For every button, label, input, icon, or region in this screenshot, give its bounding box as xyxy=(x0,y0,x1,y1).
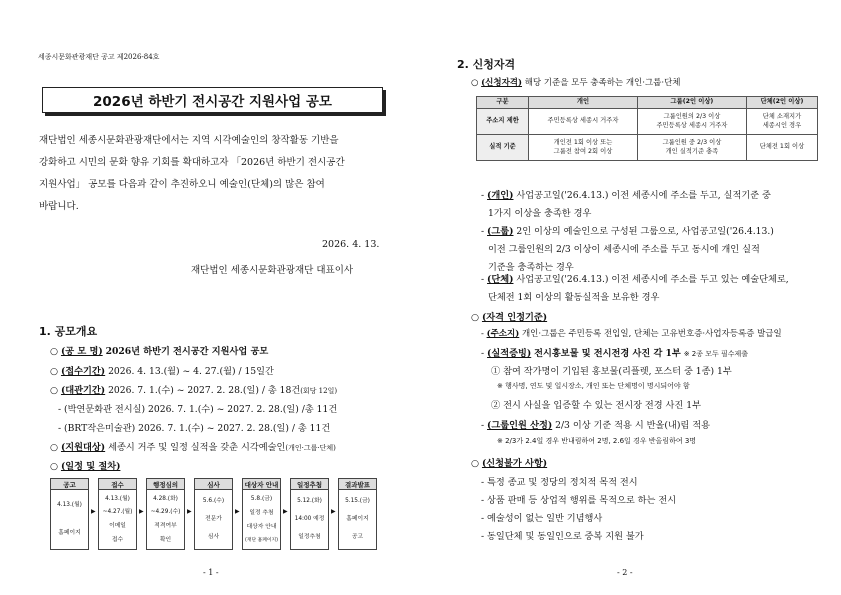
notice-signer: 재단법인 세종시문화관광재단 대표이사 xyxy=(191,265,354,276)
arrow-right-icon: ▶ xyxy=(283,508,288,515)
flow-step-text: 홈페이지 xyxy=(346,516,369,523)
table-cell: 단체전 1회 이상 xyxy=(746,135,817,161)
flow-step-head: 공고 xyxy=(50,478,89,490)
section-1-title: 1. 공모개요 xyxy=(39,325,98,338)
overview-target-value: 세종시 거주 및 일정 실적을 갖춘 시각예술인 xyxy=(108,442,286,453)
table-row xyxy=(477,135,818,161)
overview-target-label: (지원대상) xyxy=(60,442,106,453)
arrow-right-icon: ▶ xyxy=(139,508,144,515)
circle-bullet-icon: ○ xyxy=(471,312,480,323)
overview-target-note: (개인·그룹·단체) xyxy=(285,444,336,452)
flow-step-text: 홈페이지 xyxy=(58,529,81,536)
flow-step-text: ~4.27.(월) xyxy=(102,509,133,516)
flow-step-text: 4.13.(월) xyxy=(57,502,82,509)
flow-step-text: 공고 xyxy=(351,534,364,541)
eligibility-value: 해당 기준을 모두 충족하는 개인·그룹·단체 xyxy=(524,78,681,88)
flow-step-text: 접수 xyxy=(111,536,124,543)
flow-step xyxy=(338,478,377,550)
flow-step-head: 대상자 안내 xyxy=(242,478,281,490)
overview-period xyxy=(50,363,274,377)
criteria-organization: - (단체) 사업공고일('26.4.13.) 이전 세종시에 주소를 두고 있는 예술단체로, xyxy=(481,274,789,285)
verify-title xyxy=(471,309,547,323)
exclusion-item: - 상품 판매 등 상업적 행위를 목적으로 하는 전시 xyxy=(481,495,677,506)
flow-step-text: 5.12.(화) xyxy=(297,497,322,504)
criteria-text: 사업공고일('26.4.13.) 이전 세종시에 주소를 두고, 실적기준 중 xyxy=(516,190,771,201)
flow-step xyxy=(290,478,329,550)
overview-name xyxy=(50,343,268,357)
flow-step-head: 일정추첨 xyxy=(290,478,329,490)
flow-step-body xyxy=(242,490,281,550)
intro-paragraph xyxy=(39,130,389,218)
overview-period-value: 2026. 4. 13.(월) ~ 4. 27.(월) / 15일간 xyxy=(108,366,274,377)
overview-venue-2: - (BRT작은미술관) 2026. 7. 1.(수) ~ 2027. 2. 28.(일) / 총 11건 xyxy=(58,423,331,434)
table-cell: 그룹인원의 2/3 이상 주민등록상 세종시 거주자 xyxy=(637,109,746,135)
criteria-text: 이전 그룹인원의 2/3 이상이 세종시에 주소를 두고 동시에 개인 실적 xyxy=(488,244,760,255)
table-header: 구분 xyxy=(477,97,529,109)
verify-group-value: 2/3 이상 기준 적용 시 반올(내)림 적용 xyxy=(555,420,710,431)
page-number: - 2 - xyxy=(617,568,633,577)
verify-proof-item-1: ① 참여 작가명이 기입된 홍보물(리플렛, 포스터 중 1종) 1부 xyxy=(491,366,732,377)
verify-address-label: (주소지) xyxy=(486,329,520,339)
flow-step-text: 5.15.(금) xyxy=(345,497,370,504)
verify-proof-note-1: ※ 행사명, 연도 및 일시장소, 개인 또는 단체명이 명시되어야 함 xyxy=(497,382,690,390)
intro-line: 재단법인 세종시문화관광재단에서는 지역 시각예술인의 창작활동 기반을 xyxy=(39,135,339,146)
circle-bullet-icon: ○ xyxy=(50,385,59,396)
intro-line: 지원사업」 공모를 다음과 같이 추진하오니 예술인(단체)의 많은 참여 xyxy=(39,179,325,190)
criteria-text: 단체전 1회 이상의 활동실적을 보유한 경우 xyxy=(488,292,660,303)
flow-step-text: (재단 홈페이지) xyxy=(244,537,279,543)
intro-line: 바랍니다. xyxy=(39,201,79,212)
table-cell: 주소지 제한 xyxy=(477,109,529,135)
flow-step-text: 4.13.(월) xyxy=(105,495,130,502)
overview-period-label: (접수기간) xyxy=(60,366,106,377)
flow-step-text: 심사 xyxy=(207,534,220,541)
overview-rental-value: 2026. 7. 1.(수) ~ 2027. 2. 28.(일) / 총 18건 xyxy=(108,385,301,396)
document-title: 2026년 하반기 전시공간 지원사업 공모 xyxy=(42,87,383,113)
arrow-right-icon: ▶ xyxy=(235,508,240,515)
page-number: - 1 - xyxy=(203,568,219,577)
criteria-label: (그룹) xyxy=(487,226,514,237)
exclusion-item: - 예술성이 없는 일반 기념행사 xyxy=(481,513,603,524)
flow-step-head: 행정심의 xyxy=(146,478,185,490)
eligibility-label: (신청자격) xyxy=(481,78,523,88)
notice-date: 2026. 4. 13. xyxy=(322,239,380,250)
flow-step-head: 접수 xyxy=(98,478,137,490)
flow-step-body xyxy=(50,490,89,550)
verify-group: - (그룹인원 산정) 2/3 이상 기준 적용 시 반올(내)림 적용 xyxy=(481,420,710,431)
verify-proof: - (실적증빙) 전시홍보물 및 전시전경 사진 각 1부 ※ 2종 모두 필수제출 xyxy=(481,348,749,359)
eligibility-line xyxy=(471,76,681,88)
flow-step-body xyxy=(146,490,185,550)
overview-name-value: 2026년 하반기 전시공간 지원사업 공모 xyxy=(105,346,269,357)
flow-step xyxy=(194,478,233,550)
exclusion-item: - 특정 종교 및 정당의 정치적 목적 전시 xyxy=(481,477,638,488)
flow-step-text: 일정 추첨 xyxy=(249,509,274,516)
exclusion-title xyxy=(471,455,547,469)
page-2 xyxy=(421,0,841,595)
criteria-group: - (그룹) 2인 이상의 예술인으로 구성된 그룹으로, 사업공고일('26.4.13.) xyxy=(481,226,774,237)
circle-bullet-icon: ○ xyxy=(471,458,480,469)
criteria-text: 2인 이상의 예술인으로 구성된 그룹으로, 사업공고일('26.4.13.) xyxy=(516,226,774,237)
overview-schedule xyxy=(50,458,120,472)
verify-group-note: ※ 2/3가 2.4일 경우 반내림하여 2명, 2.6일 경우 반올림하여 3명 xyxy=(497,437,697,445)
flow-step-head: 결과발표 xyxy=(338,478,377,490)
table-cell: 개인전 1회 이상 또는 그룹전 참여 2회 이상 xyxy=(529,135,638,161)
flow-step-body xyxy=(338,490,377,550)
flow-step-text: 전문가 xyxy=(205,516,222,523)
criteria-individual: - (개인) 사업공고일('26.4.13.) 이전 세종시에 주소를 두고, 실적기준 중 xyxy=(481,190,771,201)
exclusion-title-label: (신청불가 사항) xyxy=(481,458,548,469)
circle-bullet-icon: ○ xyxy=(50,366,59,377)
schedule-flow xyxy=(50,478,382,550)
circle-bullet-icon: ○ xyxy=(471,78,479,88)
table-cell: 단체 소재지가 세종시인 경우 xyxy=(746,109,817,135)
circle-bullet-icon: ○ xyxy=(50,461,59,472)
flow-step-text: 5.6.(수) xyxy=(202,497,225,504)
verify-address: - (주소지) 개인·그룹은 주민등록 전입일, 단체는 고유번호증·사업자등록증 발급일 xyxy=(481,329,782,339)
arrow-right-icon: ▶ xyxy=(331,508,336,515)
table-header: 개인 xyxy=(529,97,638,109)
overview-rental xyxy=(50,382,337,396)
overview-schedule-label: (일정 및 절차) xyxy=(60,461,121,472)
eligibility-table xyxy=(476,96,818,161)
table-cell: 실적 기준 xyxy=(477,135,529,161)
flow-step-head: 심사 xyxy=(194,478,233,490)
criteria-text: 사업공고일('26.4.13.) 이전 세종시에 주소를 두고 있는 예술단체로, xyxy=(516,274,789,285)
criteria-label: (단체) xyxy=(487,274,514,285)
flow-step-text: 대상자 안내 xyxy=(246,523,277,530)
flow-step-text: 이메일 xyxy=(109,523,126,530)
overview-rental-note: (회당 12일) xyxy=(300,387,338,395)
table-cell: 주민등록상 세종시 거주자 xyxy=(529,109,638,135)
flow-step xyxy=(146,478,185,550)
flow-step-text: 4.28.(화) xyxy=(153,495,178,502)
flow-step xyxy=(98,478,137,550)
criteria-label: (개인) xyxy=(487,190,514,201)
verify-title-label: (자격 인정기준) xyxy=(481,312,548,323)
criteria-text: 1가지 이상을 충족한 경우 xyxy=(488,208,592,219)
arrow-right-icon: ▶ xyxy=(187,508,192,515)
overview-venue-1: - (박연문화관 전시실) 2026. 7. 1.(수) ~ 2027. 2. 28.(일) /총 11건 xyxy=(58,404,338,415)
table-row xyxy=(477,109,818,135)
flow-step-text: 확인 xyxy=(159,536,172,543)
circle-bullet-icon: ○ xyxy=(50,346,59,357)
flow-step-body xyxy=(290,490,329,550)
criteria-text: 기준을 충족하는 경우 xyxy=(488,262,574,273)
exclusion-item: - 동일단체 및 동일인으로 중복 지원 불가 xyxy=(481,531,644,542)
verify-proof-label: (실적증빙) xyxy=(487,348,532,359)
verify-address-value: 개인·그룹은 주민등록 전입일, 단체는 고유번호증·사업자등록증 발급일 xyxy=(521,329,782,339)
flow-step xyxy=(50,478,89,550)
table-header-row xyxy=(477,97,818,109)
page-1 xyxy=(0,0,420,595)
flow-step-body xyxy=(194,490,233,550)
table-header: 단체(2인 이상) xyxy=(746,97,817,109)
flow-step-text: 일정추첨 xyxy=(298,534,321,541)
verify-proof-note: ※ 2종 모두 필수제출 xyxy=(683,350,749,358)
arrow-right-icon: ▶ xyxy=(91,508,96,515)
flow-step xyxy=(242,478,281,550)
flow-step-text: 14:00 예정 xyxy=(294,516,325,523)
verify-group-label: (그룹인원 산정) xyxy=(487,420,553,431)
verify-proof-item-2: ② 전시 사실을 입증할 수 있는 전시장 전경 사진 1부 xyxy=(491,400,701,411)
notice-number: 세종시문화관광재단 공고 제2026-84호 xyxy=(38,53,160,61)
section-2-title: 2. 신청자격 xyxy=(457,58,516,71)
table-cell: 그룹인원 중 2/3 이상 개인 실적기준 충족 xyxy=(637,135,746,161)
flow-step-body xyxy=(98,490,137,550)
intro-line: 강화하고 시민의 문화 향유 기회를 확대하고자 「2026년 하반기 전시공간 xyxy=(39,157,345,168)
flow-step-text: 5.8.(금) xyxy=(250,495,273,502)
verify-proof-value: 전시홍보물 및 전시전경 사진 각 1부 xyxy=(534,348,681,359)
table-header: 그룹(2인 이상) xyxy=(637,97,746,109)
overview-target xyxy=(50,439,336,453)
overview-rental-label: (대관기간) xyxy=(60,385,106,396)
flow-step-text: ~4.29.(수) xyxy=(150,509,181,516)
overview-name-label: (공 모 명) xyxy=(60,346,103,357)
circle-bullet-icon: ○ xyxy=(50,442,59,453)
flow-step-text: 적격여부 xyxy=(154,523,177,530)
